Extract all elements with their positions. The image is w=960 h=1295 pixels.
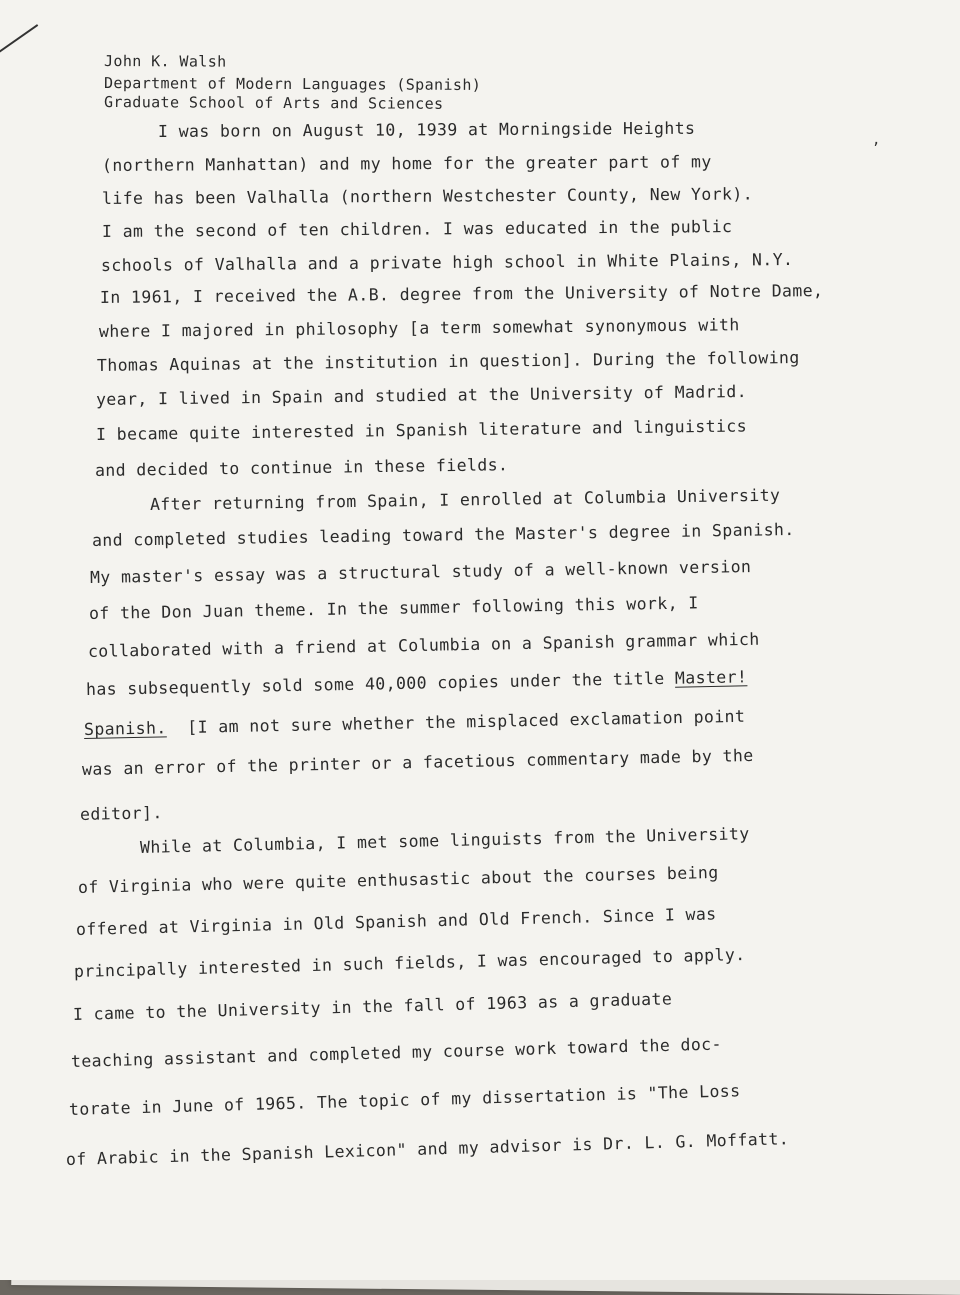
text-line: year, I lived in Spain and studied at the University of Madrid. — [95, 382, 748, 409]
text-line: and decided to continue in these fields. — [94, 455, 509, 480]
text-line-part: has subsequently sold some 40,000 copies under the title — [85, 668, 665, 699]
book-title: Spanish. — [83, 718, 167, 739]
text-line: Thomas Aquinas at the institution in question]. During the following — [96, 348, 800, 375]
text-line — [86, 667, 748, 699]
text-line: I was born on August 10, 1939 at Morningside Heights — [157, 118, 696, 141]
text-line: schools of Valhalla and a private high school in White Plains, N.Y. — [100, 249, 794, 275]
school: Graduate School of Arts and Sciences — [103, 93, 444, 113]
text-line: While at Columbia, I met some linguists from the University — [139, 824, 750, 857]
text-line: of Arabic in the Spanish Lexicon" and my advisor is Dr. L. G. Moffatt. — [65, 1129, 790, 1169]
text-line-part: [I am not sure whether the misplaced exclamation point — [187, 706, 746, 737]
text-line: of the Don Juan theme. In the summer following this work, I — [88, 593, 699, 623]
text-line: offered at Virginia in Old Spanish and Old French. Since I was — [75, 904, 717, 939]
text-line: I came to the University in the fall of 1963 as a graduate — [72, 989, 673, 1024]
text-line: editor]. — [79, 803, 163, 824]
text-line: and completed studies leading toward the Master's degree in Spanish. — [91, 519, 795, 550]
text-line — [84, 707, 746, 739]
text-line: In 1961, I received the A.B. degree from the University of Notre Dame, — [99, 281, 824, 307]
text-line: (northern Manhattan) and my home for the greater part of my — [101, 152, 712, 175]
text-line: teaching assistant and completed my course work toward the doc- — [70, 1034, 723, 1071]
text-line: where I majored in philosophy [a term somewhat synonymous with — [98, 315, 740, 341]
text-line: I am the second of ten children. I was educated in the public — [101, 217, 733, 241]
text-line: of Virginia who were quite enthusastic about the courses being — [77, 862, 719, 897]
text-line: was an error of the printer or a facetious commentary made by the — [81, 745, 754, 779]
text-line: principally interested in such fields, I was encouraged to apply. — [73, 945, 746, 981]
text-line: torate in June of 1965. The topic of my dissertation is "The Loss — [68, 1081, 741, 1119]
department: Department of Modern Languages (Spanish) — [103, 74, 482, 94]
text-line: I became quite interested in Spanish literature and linguistics — [95, 416, 748, 444]
text-line: collaborated with a friend at Columbia on a Spanish grammar which — [87, 629, 760, 661]
text-line: My master's essay was a structural study of a well-known version — [89, 557, 752, 587]
edge-mark: , — [872, 132, 881, 148]
pen-mark — [0, 24, 38, 66]
text-line: life has been Valhalla (northern Westchester County, New York). — [101, 184, 754, 208]
author-name: John K. Walsh — [103, 52, 227, 71]
book-title: Master! — [674, 667, 748, 688]
text-line: After returning from Spain, I enrolled at Columbia University — [149, 485, 781, 514]
